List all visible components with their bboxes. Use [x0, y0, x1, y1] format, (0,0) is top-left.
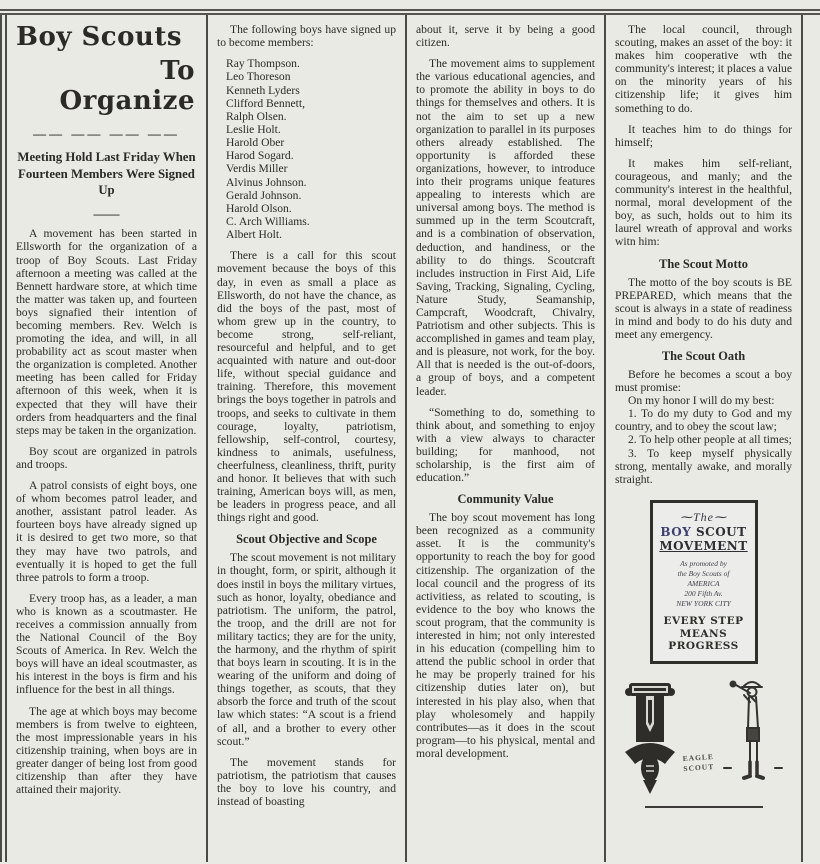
oath-item-3: 3. To keep myself physically strong, mentally awake, and morally straight. [615, 446, 792, 486]
section-heading-objective-scope: Scout Objective and Scope [236, 532, 377, 547]
column-4 [604, 15, 803, 862]
member-name: Alvinus Johnson. [226, 175, 307, 189]
oath-item-1: 1. To do my duty to God and my country, and to obey the scout law; [615, 407, 792, 434]
ad-tagline-line-4: 200 Fifth Av. [684, 588, 723, 598]
ad-tagline-line-3: AMERICA [687, 578, 720, 588]
member-name: Harod Sogard. [226, 149, 294, 163]
ad-tagline-line-1: As promoted by [680, 558, 727, 568]
member-name: Ralph Olsen. [226, 109, 287, 123]
section-heading-scout-oath: The Scout Oath [661, 348, 746, 363]
ad-slogan-line-2: MEANS [679, 627, 728, 640]
column-3 [405, 15, 604, 862]
member-name-list [217, 57, 396, 241]
bugler-scout-illustration [720, 676, 784, 798]
member-name: Leo Thoreson [226, 70, 291, 84]
paragraph-continuation-good-citizen: about it, serve it by being a good citizen. [416, 23, 595, 50]
member-name: C. Arch Williams. [226, 215, 310, 229]
paragraph-something-to-do-quote: “Something to do, something to think about, and something to enjoy with a view always to character building; for manhood, not scholarship, is the first aim of education.” [416, 405, 595, 485]
headline-line-2: To Organize [59, 55, 195, 116]
column-1 [7, 15, 206, 862]
ad-the-flourish: ⁓The⁓ [680, 509, 727, 524]
ad-slogan-line-1: EVERY STEP [663, 615, 744, 628]
eagle-scout-badge-illustration [623, 680, 681, 798]
ad-tagline [656, 559, 752, 610]
oath-item-2: 2. To help other people at all times; [628, 433, 792, 447]
member-name: Harold Olson. [226, 201, 292, 215]
paragraph-self-reliant: It makes him self-reliant, courageous, and manly; and the community's interest in the healthful, normal, moral development of the boy, as such, holds out to him its laurel wreath of approval and works witn him: [615, 156, 792, 249]
ad-tagline-line-2: the Boy Scouts of [677, 568, 730, 578]
column-2 [206, 15, 405, 862]
paragraph-age-range: The age at which boys may become members is from twelve to eighteen, the most impressionable years in his citizenship training, when boys are in greater danger of being lost from good citizenship than after they have attained their majority. [16, 704, 197, 797]
subhead-separator: —— [93, 206, 120, 222]
section-heading-scout-motto: The Scout Motto [659, 256, 748, 271]
member-name: Verdis Miller [226, 162, 288, 176]
paragraph-movement-started: A movement has been started in Ellsworth for the organization of a troop of Boy Scouts. Last Friday afternoon a meeting was called at the Bennett hardware store, at which time the matter was taken up, and fourteen boys signafied their intention of becoming members. Rev. Welch is promoting the idea, and will, in all probability act as scout master when the organization is completed. Another meeting has been called for Friday afternoon of this week, when it is expected that they will have their orders from headquarters and the final steps may be taken in the organization. [16, 227, 197, 437]
article-end-rule [645, 806, 763, 808]
headline-line-1: Boy Scouts [16, 22, 182, 52]
paragraph-teaches-him: It teaches him to do things for himself; [615, 122, 792, 149]
illustration-row [615, 676, 792, 798]
paragraph-motto: The motto of the boy scouts is BE PREPARED, which means that the scout is always in a state of readiness in mind and body to do his duty and meet any emergency. [615, 275, 792, 341]
ad-word-scout: SCOUT [696, 524, 747, 539]
paragraph-patrol-consists: A patrol consists of eight boys, one of whom becomes patrol leader, and another, assistant patrol leader. As fourteen boys have already signed up it is desired to get two more, so that they may have two patrols, and eventually it is hoped to get the full three patrols to form a troop. [16, 479, 197, 584]
member-name: Albert Holt. [226, 228, 283, 242]
badge-caption-line-1: EAGLE [682, 751, 715, 763]
member-name: Leslie Holt. [226, 122, 281, 136]
paragraph-community-asset: The boy scout movement has long been recognized as a community asset. It is the community's opportunity to reach the boy for good citizenship. The organization of the local council and the progress of its activitiess, as related to scouting, is evidence to the boy who knows the scout program, that the community is interested in him; not only interested in his education (compelling him to attend the public school in order that he may be properly trained for his citizenship duties later on), but interested in his play also, when that play wholesomely and happily contributes—as it does in the scout program—to his physical, mental and moral development. [416, 511, 595, 760]
article-columns [0, 15, 820, 862]
ad-title-line-1 [656, 525, 752, 539]
paragraph-oath-intro: Before he becomes a scout a boy must promise: [615, 367, 792, 395]
member-name: Ray Thompson. [226, 57, 300, 71]
top-margin-band [0, 0, 820, 9]
member-name: Kenneth Lyders [226, 83, 300, 97]
member-name: Harold Ober [226, 136, 285, 150]
ad-slogan [656, 615, 752, 653]
ad-word-boy: BOY [660, 524, 692, 539]
section-heading-community-value: Community Value [457, 492, 554, 507]
subhead: Meeting Hold Last Friday When Fourteen Members Were Signed Up [17, 149, 196, 198]
member-name: Gerald Johnson. [226, 188, 302, 202]
ad-title-line-2: MOVEMENT [659, 539, 748, 554]
badge-caption [682, 751, 715, 773]
paragraph-patrols-troops: Boy scout are organized in patrols and troops. [16, 444, 197, 471]
paragraph-every-troop: Every troop has, as a leader, a man who is known as a scoutmaster. He receives a commission annually from the National Council of the Boy Scouts of America. In Rev. Welch the boys will have an ideal scoutmaster, as his interest in the boys is firm and his influence for the best in all things. [16, 591, 197, 697]
paragraph-not-military: The scout movement is not military in thought, form, or spirit, although it does instil in boys the military virtues, such as honor, loyalty, obediance and patriotism. The uniform, the patrol, the troop, and the drill are not for military tactics; they are for the unity, the harmony, and the rhythm of spirit that boys learn in scouting. It is in the wearing of the uniform and doing of things together, as scouts, that they absorb the force and truth of the scout law which states: “A scout is a friend of all, and a brother to every other scout.” [217, 551, 396, 748]
paragraph-oath-lead: On my honor I will do my best: [628, 394, 775, 408]
boy-scout-movement-ad-box [650, 500, 758, 664]
paragraph-movement-aims: The movement aims to supplement the various educational agencies, and to promote the ability in boys to do things for themselves and others. It is not the aim to set up a new organization to parallel in its purposes others already established. The opportunity is afforded these organizations, however, to introduce into their programs unique features appealing to interests which are universal among boys. The method is summed up in the term Scoutcraft, and is a combination of observation, deduction, and handiness, or the ability to do things. Scoutcraft includes instruction in First Aid, Life Saving, Tracking, Signaling, Cycling, Nature Study, Seamanship, Campcraft, Woodcraft, Chivalry, Patriotism and other subjects. This is accomplished in games and team play, and is pleasure, not work, for the boy. All that is needed is the out-of-doors, a group of boys, and a competent leader. [416, 57, 595, 398]
paragraph-call-for-movement: There is a call for this scout movement because the boys of this day, in even as small a place as Ellsworth, do not have the chance, as did the boys of the past, most of whom grew up in the country, to become strong, self-reliant, resourceful and helpful, and to get acquainted with nature and out-door life, without special guidance and training. Therefore, this movement brings the boys together in patrols and troops, and seeks to cultivate in them courage, loyalty, patriotism, fellowship, self-control, courtesy, kindness to animals, usefulness, cheerfulness, cleanliness, thrift, purity and honor. It believes that with such training, American boys will, as men, be leaders in progress peace, and all things right and good. [217, 249, 396, 525]
headline-separator: —— —— —— —— [33, 125, 180, 141]
paragraph-local-council: The local council, through scouting, makes an asset of the boy: it makes him cooperative wth the community's interest; it places a value on the minority years of his citizenship life; it gives him something to do. [615, 23, 792, 115]
ad-tagline-line-5: NEW YORK CITY [676, 599, 731, 609]
ad-slogan-line-3: PROGRESS [668, 640, 739, 653]
eagle-scout-badge-group [623, 680, 714, 798]
badge-caption-line-2: SCOUT [683, 761, 715, 773]
members-intro: The following boys have signed up to become members: [217, 23, 396, 50]
paragraph-stands-for-patriotism: The movement stands for patriotism, the patriotism that causes the boy to love his country, and instead of boasting [217, 755, 396, 809]
member-name: Clifford Bennett, [226, 96, 305, 110]
